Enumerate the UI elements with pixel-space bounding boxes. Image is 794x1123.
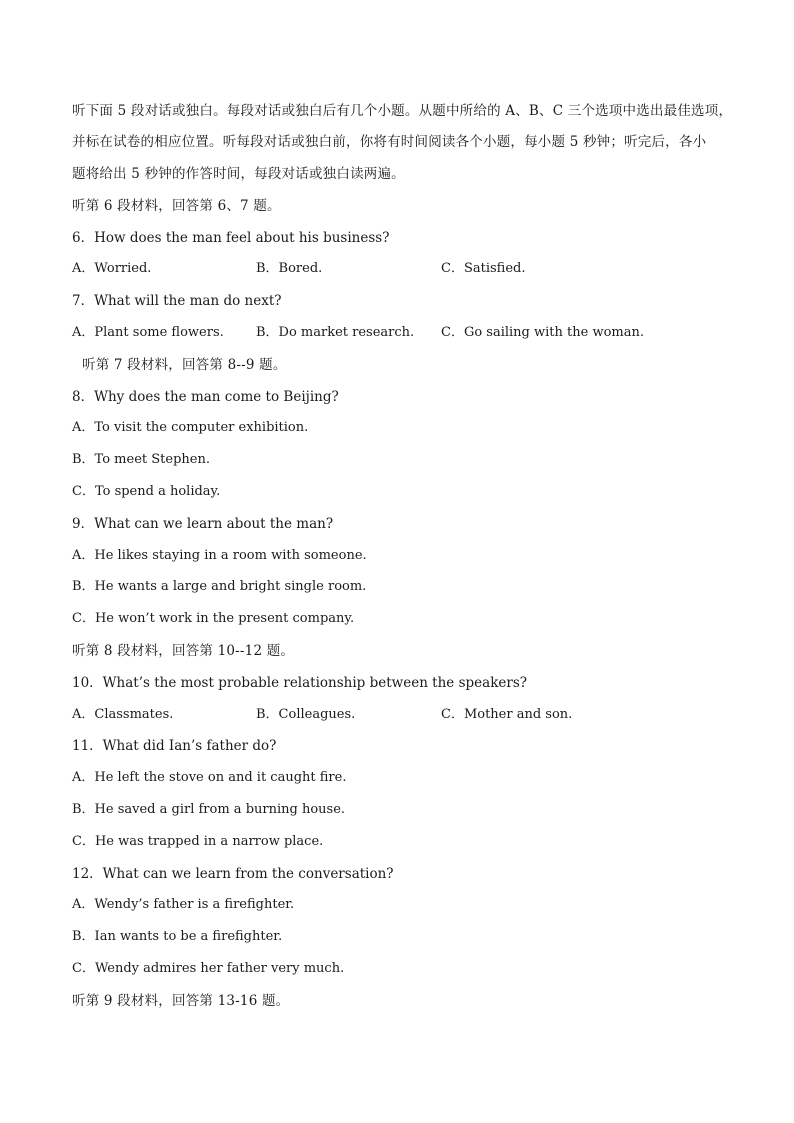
question-7-option-b: B．Do market research. <box>256 325 415 340</box>
question-11-option-b: B．He saved a girl from a burning house. <box>72 802 346 817</box>
question-8-stem: 8．Why does the man come to Beijing? <box>72 389 339 405</box>
instructions-line-2: 并标在试卷的相应位置。听每段对话或独白前，你将有时间阅读各个小题，每小题 5 秒钟；听完后，各小 <box>72 134 707 150</box>
question-10-stem: 10．What’s the most probable relationship between the speakers? <box>72 675 527 691</box>
question-9-option-c: C．He won’t work in the present company. <box>72 611 355 626</box>
question-9-option-b: B．He wants a large and bright single room. <box>72 579 367 594</box>
question-12-option-c: C．Wendy admires her father very much. <box>72 961 345 976</box>
question-6-option-c: C．Satisfied. <box>441 261 526 276</box>
question-7-option-c: C．Go sailing with the woman. <box>441 325 644 340</box>
section-heading-8: 听第 8 段材料，回答第 10--12 题。 <box>72 643 295 659</box>
question-11-option-c: C．He was trapped in a narrow place. <box>72 834 324 849</box>
section-heading-7: 听第 7 段材料，回答第 8--9 题。 <box>82 357 287 373</box>
question-12-option-a: A．Wendy’s father is a firefighter. <box>72 897 295 912</box>
question-9-option-a: A．He likes staying in a room with someone. <box>72 548 367 563</box>
question-10-option-b: B．Colleagues. <box>256 707 356 722</box>
question-11-option-a: A．He left the stove on and it caught fire. <box>72 770 347 785</box>
question-7-stem: 7．What will the man do next? <box>72 293 282 309</box>
section-heading-6: 听第 6 段材料，回答第 6、7 题。 <box>72 198 281 214</box>
question-11-stem: 11．What did Ian’s father do? <box>72 738 277 754</box>
question-6-stem: 6．How does the man feel about his business? <box>72 230 390 246</box>
question-12-option-b: B．Ian wants to be a firefighter. <box>72 929 283 944</box>
question-8-option-b: B．To meet Stephen. <box>72 452 210 467</box>
question-7-option-a: A．Plant some flowers. <box>72 325 224 340</box>
instructions-line-1: 听下面 5 段对话或独白。每段对话或独白后有几个小题。从题中所给的 A、B、C 三个选项中选出最佳选项， <box>72 103 733 119</box>
instructions-line-3: 题将给出 5 秒钟的作答时间，每段对话或独白读两遍。 <box>72 166 405 182</box>
question-12-stem: 12．What can we learn from the conversation? <box>72 866 394 882</box>
question-8-option-c: C．To spend a holiday. <box>72 484 221 499</box>
question-10-option-a: A．Classmates. <box>72 707 174 722</box>
question-8-option-a: A．To visit the computer exhibition. <box>72 420 309 435</box>
section-heading-9: 听第 9 段材料，回答第 13-16 题。 <box>72 993 290 1009</box>
question-6-option-b: B．Bored. <box>256 261 323 276</box>
question-10-option-c: C．Mother and son. <box>441 707 573 722</box>
question-6-option-a: A．Worried. <box>72 261 152 276</box>
question-9-stem: 9．What can we learn about the man? <box>72 516 334 532</box>
